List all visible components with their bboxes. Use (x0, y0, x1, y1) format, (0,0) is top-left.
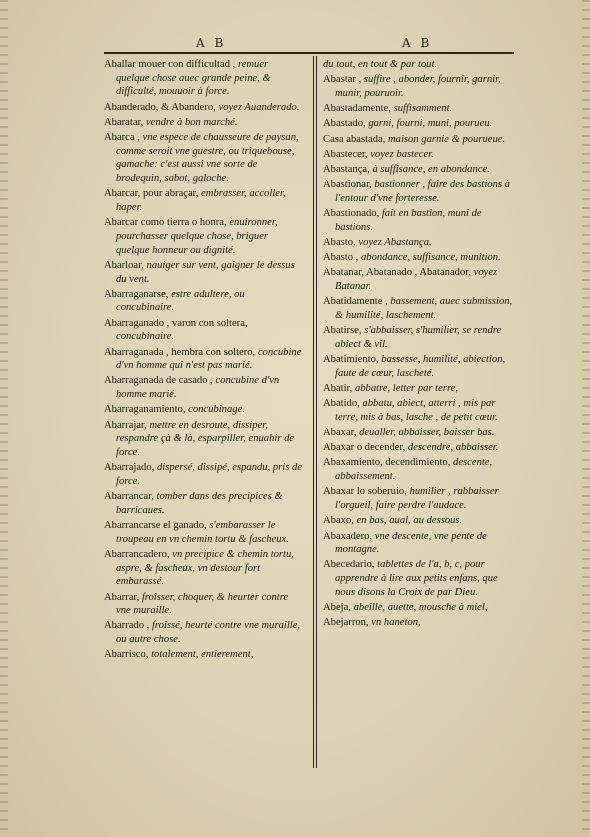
dictionary-entry (104, 317, 304, 344)
entry-definition: voyez Abastança. (358, 236, 432, 248)
entry-headword: Abarrajar, (104, 419, 147, 431)
entry-definition: s'embarasser le troupeau en vn chemin tortu & fascheux. (116, 520, 289, 545)
entry-definition: totalement, entierement, (151, 649, 254, 661)
entry-definition: nauiger sur vent, gaigner le dessus du vent. (116, 259, 295, 285)
dictionary-entry (104, 374, 304, 401)
right-column (323, 58, 519, 631)
entry-headword: Abastadamente, (323, 103, 391, 115)
entry-definition: froisser, choquer, & heurter contre vne muraille. (116, 591, 289, 617)
entry-headword: Abarrajado, (104, 462, 155, 474)
entry-definition: maison garnie & pourueue. (388, 133, 506, 145)
entry-headword: Abastar , (323, 74, 362, 86)
entry-headword: Abarca , (104, 132, 140, 144)
dictionary-entry (323, 426, 519, 440)
entry-headword: Abecedario, (323, 559, 375, 571)
entry-headword: Abaxar o decender, (323, 442, 406, 454)
entry-definition: estre adultere, ou concubinaire. (116, 288, 245, 314)
dictionary-entry (104, 116, 304, 130)
entry-headword: Abaxar lo soberuio, (323, 486, 407, 498)
entry-headword: Abaxo, (323, 515, 354, 527)
entry-headword: Casa abastada, (323, 133, 386, 145)
dictionary-entry (104, 101, 304, 115)
dictionary-entry (323, 207, 519, 234)
dictionary-entry (104, 216, 304, 257)
entry-definition: tomber dans des precipices & barricaues. (116, 491, 283, 516)
dictionary-entry (104, 288, 304, 315)
entry-definition: abbatu, abiect, atterri , mis par terre, mis à bas, lasche , de petit cœur. (335, 398, 498, 423)
dictionary-entry (323, 601, 519, 615)
entry-headword: Abarcar como tierra o honra, (104, 217, 227, 229)
entry-headword: Aballar mouer con difficultad , (104, 59, 236, 70)
entry-definition: dispersé, dissipé, espandu, pris de force. (116, 462, 303, 487)
entry-definition: vne descente, vne pente de montagne. (335, 530, 487, 556)
entry-headword: Abarrado , (104, 620, 150, 632)
entry-headword: Abaratar, (104, 116, 144, 128)
entry-definition: voyez Auanderado. (218, 101, 300, 113)
entry-definition: deualler, abbaisser, baisser bas. (359, 427, 495, 439)
dictionary-entry (104, 58, 304, 99)
entry-definition: abeille, auette, mousche à miel, (353, 602, 488, 614)
dictionary-entry (104, 490, 304, 517)
entry-headword: Abatimiento, (323, 354, 379, 366)
entry-definition: descendre, abbaisser. (407, 442, 499, 454)
dictionary-entry (104, 648, 304, 662)
entry-headword: Abaxamiento, decendimiento, (323, 457, 451, 469)
dictionary-entry (104, 548, 304, 589)
entry-definition: s'abbaisser, s'humilier, se rendre abiect & vil. (335, 325, 502, 350)
entry-headword: Abarraganado , varon con soltera, (104, 317, 248, 329)
dictionary-entry (104, 259, 304, 286)
entry-definition: concubinaire. (116, 331, 175, 343)
entry-headword: Abastado, (323, 118, 366, 130)
dictionary-entry (104, 519, 304, 546)
dictionary-entry (323, 441, 519, 455)
entry-definition: bassement, auec submission, & humilité, laschement. (335, 296, 513, 321)
dictionary-entry (104, 131, 304, 186)
dictionary-entry (104, 591, 304, 618)
dictionary-entry (323, 616, 519, 630)
entry-headword: Abeja, (323, 602, 351, 614)
entry-definition: vne espece de chausseure de paysan, comme seroit vne guestre, ou triquebouse, gamache: c'est aussi vne sorte de brodequin, sabot, galoche. (116, 132, 299, 185)
dictionary-entry (323, 178, 519, 205)
dictionary-entry (104, 187, 304, 214)
right-edge-bleed (582, 0, 590, 837)
dictionary-entry (323, 558, 519, 599)
entry-definition: humilier , rabbaisser l'orgueil, faire perdre l'audace. (335, 486, 499, 512)
left-column (104, 58, 304, 664)
dictionary-entry (323, 353, 519, 380)
entry-definition: abbatre, letter par terre, (354, 382, 459, 394)
entry-headword: Abastionar, (323, 179, 372, 191)
entry-headword: Abarrancarse el ganado, (104, 520, 207, 531)
entry-headword: Abatanar, Abatanado , Abatanador, (323, 267, 471, 279)
header-left-letters: A B (196, 36, 227, 50)
dictionary-entry (323, 58, 519, 72)
entry-definition: concubinage. (188, 404, 245, 416)
entry-headword: Abarraganada de casado , (104, 375, 213, 387)
entry-headword: Abanderado, & Abandero, (104, 101, 216, 113)
entry-definition: tablettes de l'a, b, c, pour apprendre à lire aux petits enfans, que nous disons la Croix de par Dieu. (335, 559, 498, 598)
entry-headword: Abarcar, pour abraçar, (104, 188, 199, 200)
entry-definition: enuironner, pourchasser quelque chose, briguer quelque honneur ou dignité. (116, 217, 278, 256)
dictionary-entry (104, 403, 304, 417)
dictionary-entry (323, 266, 519, 293)
header-rule (104, 52, 514, 54)
entry-definition: à suffisance, en abondance. (372, 163, 490, 175)
entry-definition: bastionner , faire des bastions à l'entour d'vne forteresse. (335, 179, 510, 204)
dictionary-entry (323, 397, 519, 424)
entry-headword: Abasto, (323, 236, 356, 248)
dictionary-entry (323, 324, 519, 351)
dictionary-entry (104, 419, 304, 460)
entry-headword: Abasto , (323, 252, 359, 264)
entry-definition: mettre en desroute, dissiper, respandre çà & là, esparpiller, enuahir de force. (116, 419, 295, 458)
column-divider (313, 56, 317, 768)
entry-headword: Abarrar, (104, 591, 140, 603)
entry-headword: Abastança, (323, 163, 370, 175)
header-right-letters: A B (402, 36, 433, 50)
entry-definition: descente, abbaissement. (335, 457, 493, 483)
entry-definition: suffisamment. (393, 103, 453, 115)
entry-headword: Abastecer, (323, 148, 368, 160)
entry-definition: froissé, heurté contre vne muraille, ou autre chose. (116, 620, 301, 646)
dictionary-entry (323, 382, 519, 396)
left-edge-bleed (0, 0, 8, 837)
entry-headword: Abatir, (323, 382, 353, 394)
dictionary-entry (323, 148, 519, 162)
entry-headword: Abaxadero, (323, 530, 373, 542)
entry-definition: concubine d'vn homme marié. (116, 375, 280, 401)
entry-headword: Abastionado, (323, 208, 380, 220)
dictionary-entry (323, 514, 519, 528)
dictionary-entry (323, 530, 519, 557)
entry-definition: bassesse, humilité, abiection, faute de cœur, lascheté. (335, 354, 506, 379)
entry-headword: Abarrancar, (104, 491, 154, 503)
dictionary-entry (104, 619, 304, 646)
entry-headword: Abatidamente , (323, 296, 388, 308)
dictionary-entry (104, 461, 304, 488)
entry-headword: Abatirse, (323, 325, 362, 337)
entry-definition: voyez Batanar. (335, 267, 498, 293)
entry-definition: du tout, en tout & par tout. (323, 59, 438, 70)
dictionary-entry (323, 73, 519, 100)
entry-headword: Abaxar, (323, 427, 357, 439)
dictionary-entry (323, 485, 519, 512)
entry-definition: vn precipice & chemin tortu, aspre, & fascheux, vn destour fort embarassé. (116, 548, 294, 588)
entry-headword: Abatido, (323, 398, 360, 410)
entry-definition: en bas, aual, au dessous. (356, 515, 463, 527)
entry-definition: concubine d'vn homme qui n'est pas marié. (116, 346, 302, 372)
dictionary-entry (323, 251, 519, 265)
entry-headword: Abejarron, (323, 617, 369, 629)
entry-headword: Abarraganada , hembra con soltero, (104, 346, 256, 358)
dictionary-entry (323, 117, 519, 131)
entry-definition: vendre à bon marché. (145, 116, 238, 128)
entry-definition: suffire , abonder, fournir, garnir, munir, pouruoir. (335, 74, 501, 99)
entry-definition: abondance, suffisance, munition. (360, 252, 501, 264)
entry-headword: Abarraganarse, (104, 288, 169, 300)
entry-definition: fait en bastion, muni de bastions. (335, 208, 482, 233)
dictionary-entry (323, 133, 519, 147)
dictionary-entry (104, 346, 304, 373)
entry-headword: Abarloar, (104, 259, 144, 271)
dictionary-entry (323, 456, 519, 483)
entry-headword: Abarraganamiento, (104, 404, 186, 416)
entry-headword: Abarrisco, (104, 649, 149, 661)
entry-definition: remuer quelque chose auec grande peine, & difficulté, mouuoir à force. (116, 59, 271, 98)
entry-definition: vn haneton, (371, 617, 421, 629)
running-header (104, 36, 514, 50)
entry-definition: voyez bastecer. (370, 148, 434, 160)
entry-definition: garni, fourni, muni, pourueu. (368, 118, 493, 130)
dictionary-entry (323, 163, 519, 177)
entry-headword: Abarrancadero, (104, 548, 170, 560)
entry-definition: embrasser, accoller, haper. (116, 188, 286, 214)
dictionary-entry (323, 295, 519, 322)
dictionary-entry (323, 236, 519, 250)
dictionary-entry (323, 102, 519, 116)
